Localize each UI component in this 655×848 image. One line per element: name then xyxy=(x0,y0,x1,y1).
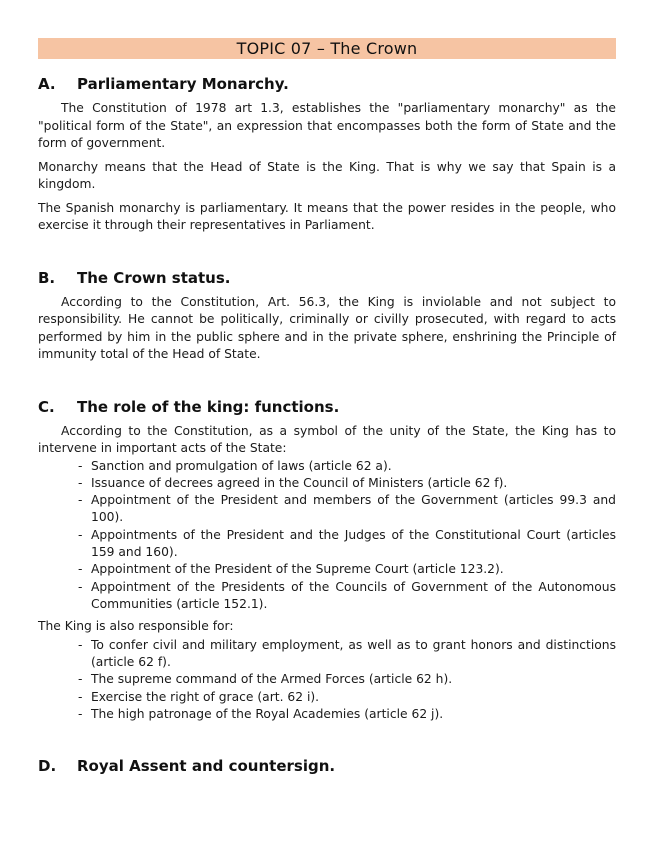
list-item: - Appointment of the President and members of the Government (articles 99.3 and 100). xyxy=(78,492,616,527)
list-item: - The high patronage of the Royal Academies (article 62 j). xyxy=(78,706,616,723)
list-item: - Appointment of the Presidents of the Councils of Government of the Autonomous Communities (article 152.1). xyxy=(78,579,616,614)
list-item: - Appointments of the President and the Judges of the Constitutional Court (articles 159 and 160). xyxy=(78,527,616,562)
section-a-paragraph-3: The Spanish monarchy is parliamentary. It means that the power resides in the people, who exercise it through their representatives in Parliament. xyxy=(38,200,616,232)
section-d-letter: D. xyxy=(38,757,57,776)
section-d-heading xyxy=(38,756,616,776)
section-c-responsibilities-list xyxy=(38,637,616,723)
list-item: - Exercise the right of grace (art. 62 i). xyxy=(78,689,616,706)
section-a-letter: A. xyxy=(38,75,56,93)
section-a-paragraph-1: The Constitution of 1978 art 1.3, establishes the "parliamentary monarchy" as the "political form of the State", an expression that encompasses both the form of State and the form of government. xyxy=(38,101,616,150)
section-c-letter: C. xyxy=(38,397,55,416)
list-item: - To confer civil and military employment, as well as to grant honors and distinctions (article 62 f). xyxy=(78,637,616,672)
section-d-title: Royal Assent and countersign. xyxy=(77,757,336,776)
section-c-title: The role of the king: functions. xyxy=(77,397,340,416)
section-b-letter: B. xyxy=(38,268,56,287)
list-item: - The supreme command of the Armed Forces (article 62 h). xyxy=(78,671,616,688)
section-b-heading xyxy=(38,268,616,288)
list-item: - Appointment of the President of the Supreme Court (article 123.2). xyxy=(78,561,616,578)
section-a-heading xyxy=(38,74,616,94)
list-item: - Issuance of decrees agreed in the Council of Ministers (article 62 f). xyxy=(78,475,616,492)
section-a-title: Parliamentary Monarchy. xyxy=(77,75,289,93)
section-c-heading xyxy=(38,397,616,417)
section-c-paragraph-1: According to the Constitution, as a symbol of the unity of the State, the King has to intervene in important acts of the State: xyxy=(38,423,616,455)
section-b-paragraph-1: According to the Constitution, Art. 56.3, the King is inviolable and not subject to responsibility. He cannot be politically, criminally or civilly prosecuted, with regard to acts performed by him in the public sphere and in the private sphere, enshrining the Principle of immunity total of the Head of State. xyxy=(38,294,616,361)
section-c-paragraph-2: The King is also responsible for: xyxy=(38,619,234,634)
document-body xyxy=(38,72,616,776)
page-title: TOPIC 07 – The Crown xyxy=(38,38,616,59)
list-item: - Sanction and promulgation of laws (article 62 a). xyxy=(78,458,616,475)
section-c-functions-list xyxy=(38,458,616,614)
section-a-paragraph-2: Monarchy means that the Head of State is the King. That is why we say that Spain is a kingdom. xyxy=(38,159,616,191)
section-b-title: The Crown status. xyxy=(77,268,231,287)
